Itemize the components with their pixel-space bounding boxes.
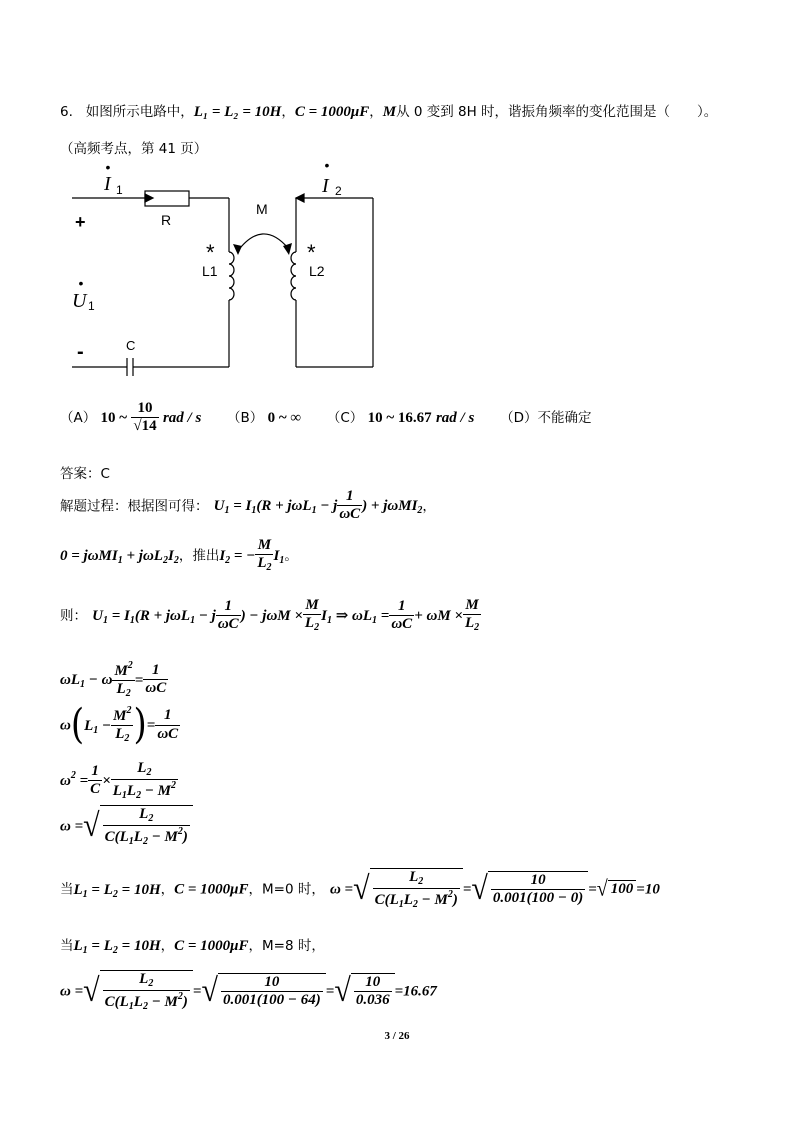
case-m8: 当$L_1 = L_2 = 10H$，C = 1000μF，M=8 时，	[60, 938, 325, 956]
question-line	[60, 100, 717, 121]
circuit-diagram	[60, 160, 390, 380]
option-d-value: 不能确定	[537, 409, 592, 426]
solution-step-1: $\omega L_1 - \omega$ $\frac{M^2}{L_2}$ = $\frac{1}{\omega C}$	[60, 660, 167, 700]
solution-derive: 推出	[192, 547, 220, 564]
mutual-arrow-left-icon	[233, 244, 242, 255]
solution-intro: 解题过程：根据图可得：	[60, 498, 209, 515]
separator: ，	[281, 104, 295, 120]
label-i2-sub: 2	[335, 184, 342, 198]
label-i1: I	[104, 173, 111, 195]
solution-eq-3: 则： $U_1 = I_1(R + j\omega L_1 - j$ $\frac{1}{\omega C}$ ) − jωM × $\frac{M}{L_2}$ $I_1$ ⇒ $\omega L_1$ = $\frac{1}{\omega C}$ + ωM × $\frac{M}{L_2}$	[60, 597, 480, 634]
solution-eq-2: $0 = j\omega MI_1 + j\omega L_2I_2$，推出$I_2$ = − $\frac{M}{L_2}$ $I_1$。	[60, 537, 298, 574]
option-a-left: 10 ~	[100, 409, 128, 426]
frac-den: 14	[141, 418, 157, 435]
option-c-unit: rad / s	[435, 409, 475, 426]
label-m: M	[256, 201, 268, 217]
case-m0: 当$L_1 = L_2 = 10H$，C = 1000μF，M=0 时， ω =√ $\frac{L_2}{C(L_1L_2 - M^2)}$ =√ $\frac{10}{0.001(100 - 0)}$ =√ 100 =10	[60, 869, 660, 910]
case-m8-eq: ω =√ $\frac{L_2}{C(L_1L_2 - M^2)}$ =√ $\frac{10}{0.001(100 - 64)}$ =√ $\frac{10}{0.036}$ =16.67	[60, 971, 437, 1012]
case2-m: M=8 时，	[262, 938, 325, 954]
plus-sign: +	[75, 212, 86, 232]
question-source: （高频考点，第 41 页）	[60, 141, 208, 157]
inductor-l1	[229, 252, 234, 300]
mutual-arc	[237, 234, 288, 252]
dot-mark-l2: *	[307, 240, 316, 265]
option-c[interactable]	[327, 410, 479, 426]
result-case1: 10	[644, 881, 660, 898]
sqrt-100: 100	[608, 880, 637, 898]
page-number: 3 / 26	[384, 1030, 410, 1042]
mutual-inductance-symbol: M	[382, 104, 397, 120]
option-d-label: （D）	[500, 409, 538, 426]
label-r: R	[161, 212, 172, 228]
minus-sign: -	[77, 341, 84, 363]
solution-step-4: ω =√ $\frac{L_2}{C(L_1L_2 - M^2)}$	[60, 805, 193, 847]
den-case1: 0.001(100 − 0)	[492, 890, 584, 906]
option-d[interactable]	[500, 410, 591, 426]
question-prefix: 如图所示电路中，	[85, 104, 194, 120]
separator: ，	[369, 104, 383, 120]
label-l1: L1	[202, 263, 218, 279]
den-case2: 0.001(100 − 64)	[222, 992, 321, 1008]
label-i2: I	[322, 175, 329, 197]
option-b-label: （B）	[227, 409, 264, 426]
option-b[interactable]	[227, 410, 305, 426]
frac-num: 10	[137, 400, 153, 416]
option-c-label: （C）	[326, 409, 364, 426]
option-c-value: 10 ~ 16.67	[367, 409, 432, 426]
option-a-fraction: $\frac{10}{√14}$	[133, 400, 157, 435]
solution-step-2: $\omega(L_1$ − $\frac{M^2}{L_2}$ )= $\frac{1}{\omega C}$	[60, 701, 179, 749]
num-ten: 10	[264, 973, 280, 990]
label-u1-sub: 1	[88, 299, 95, 313]
options-row	[60, 400, 591, 436]
case1-prefix: 当	[60, 881, 74, 898]
label-l2: L2	[309, 263, 325, 279]
solution-then: 则：	[60, 607, 87, 624]
num-ten: 10	[365, 973, 381, 990]
dot-u1: •	[78, 275, 84, 291]
arrow-i1-icon	[145, 194, 153, 202]
dot-i1: •	[105, 160, 111, 175]
result-case2: 16.67	[403, 983, 437, 1000]
given-inductance: L₁ = L₂ = 10H	[193, 104, 282, 120]
option-a[interactable]	[60, 400, 206, 435]
solution-eq-1: 解题过程：根据图可得： $U_1 = I_1(R + j\omega L_1 - j$ $\frac{1}{\omega C}$ ) + jωMI$_2$，	[60, 488, 436, 523]
question-suffix: 从 0 变到 8H 时，谐振角频率的变化范围是（ ）。	[396, 104, 718, 120]
num-ten: 10	[530, 871, 546, 888]
question-number: 6.	[60, 104, 73, 120]
dot-mark-l1: *	[206, 240, 215, 265]
answer-line: 答案：C	[60, 466, 110, 482]
den-case2b: 0.036	[355, 992, 390, 1008]
label-u1: U	[72, 290, 87, 312]
label-c: C	[126, 338, 136, 353]
dot-i2: •	[324, 160, 330, 173]
option-a-label: （A）	[60, 409, 97, 426]
arrow-i2-icon	[296, 194, 304, 202]
case1-m: M=0 时，	[262, 881, 325, 898]
option-a-unit: rad / s	[162, 409, 202, 426]
label-i1-sub: 1	[116, 183, 123, 197]
solution-step-3: $\omega^2$ = $\frac{1}{C}$ × $\frac{L_2}{L_1L_2 - M^2}$	[60, 760, 177, 801]
given-capacitance: C = 1000μF	[294, 104, 370, 120]
option-b-value: 0 ~ ∞	[267, 409, 302, 426]
inductor-l2	[291, 252, 296, 300]
case2-prefix: 当	[60, 938, 74, 954]
